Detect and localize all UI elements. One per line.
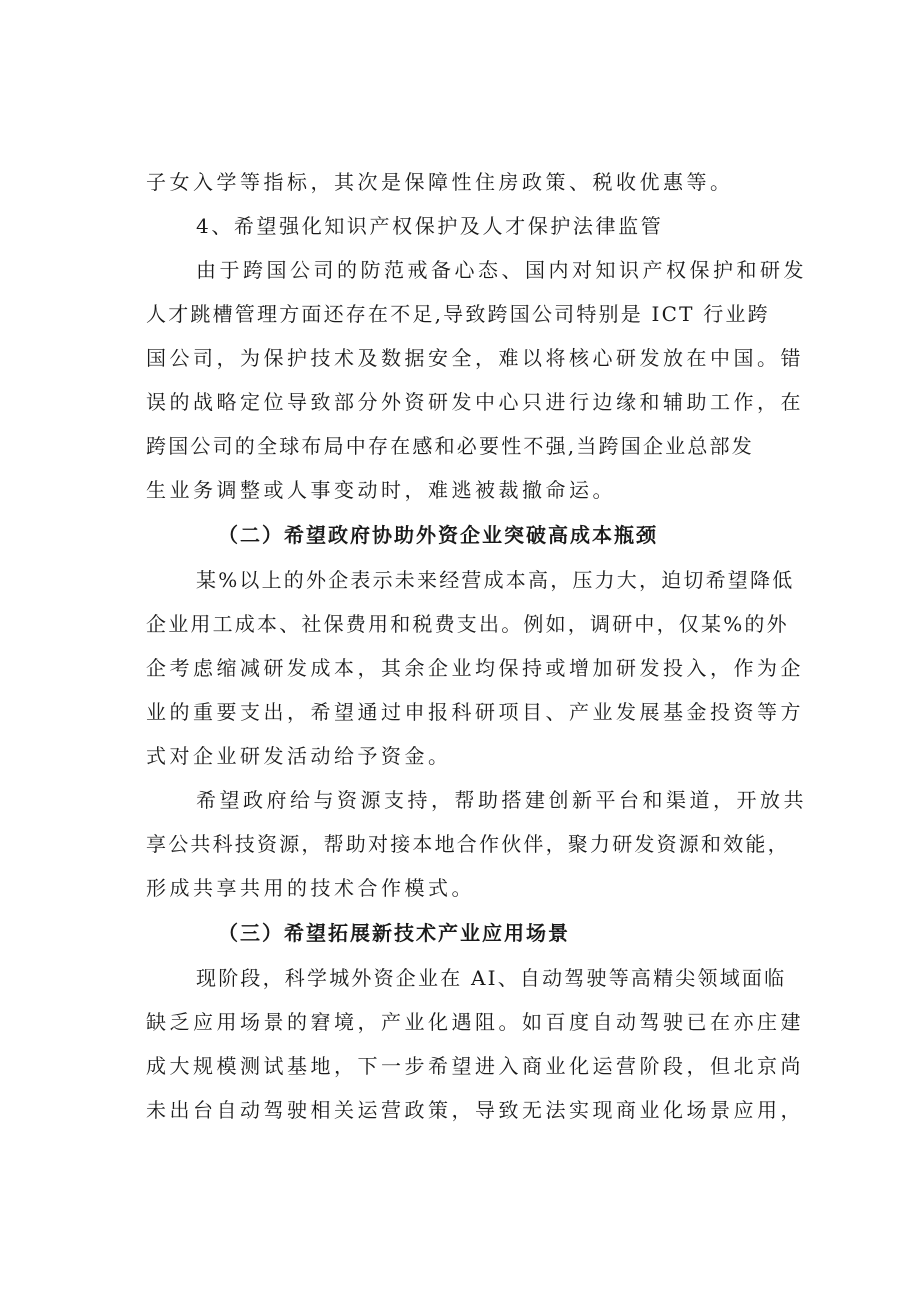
text-line: 享公共科技资源，帮助对接本地合作伙伴，聚力研发资源和效能， [146, 832, 790, 856]
text-line: 未出台自动驾驶相关运营政策，导致无法实现商业化场景应用， [146, 1098, 804, 1122]
text-line: 形成共享共用的技术合作模式。 [146, 876, 475, 900]
document-body [146, 160, 810, 1132]
section-heading: （三）希望拓展新技术产业应用场景 [218, 921, 570, 945]
text-line: 国公司，为保护技术及数据安全，难以将核心研发放在中国。错 [146, 346, 804, 370]
section-heading: （二）希望政府协助外资企业突破高成本瓶颈 [218, 523, 658, 547]
text-line: 误的战略定位导致部分外资研发中心只进行边缘和辅助工作，在 [146, 390, 804, 414]
text-line: 缺乏应用场景的窘境，产业化遇阻。如百度自动驾驶已在亦庄建 [146, 1010, 804, 1034]
text-line: 人才跳槽管理方面还存在不足,导致跨国公司特别是 ICT 行业跨 [146, 302, 770, 326]
paragraph-first-line: 某%以上的外企表示未来经营成本高，压力大，迫切希望降低 [196, 568, 795, 592]
paragraph-first-line: 由于跨国公司的防范戒备心态、国内对知识产权保护和研发 [196, 258, 807, 282]
text-line: 成大规模测试基地，下一步希望进入商业化运营阶段，但北京尚 [146, 1054, 804, 1078]
numbered-subheading: 4、希望强化知识产权保护及人才保护法律监管 [196, 214, 664, 238]
text-line: 生业务调整或人事变动时，难逃被裁撤命运。 [146, 478, 616, 502]
text-line: 业的重要支出，希望通过申报科研项目、产业发展基金投资等方 [146, 700, 804, 724]
text-line: 式对企业研发活动给予资金。 [146, 744, 452, 768]
text-line: 子女入学等指标，其次是保障性住房政策、税收优惠等。 [146, 170, 734, 194]
text-line: 跨国公司的全球布局中存在感和必要性不强,当跨国企业总部发 [146, 434, 754, 458]
paragraph-first-line: 现阶段，科学城外资企业在 AI、自动驾驶等高精尖领域面临 [196, 966, 787, 990]
text-line: 企考虑缩减研发成本，其余企业均保持或增加研发投入，作为企 [146, 656, 804, 680]
text-line: 企业用工成本、社保费用和税费支出。例如，调研中，仅某%的外 [146, 612, 789, 636]
paragraph-first-line: 希望政府给与资源支持，帮助搭建创新平台和渠道，开放共 [196, 788, 807, 812]
